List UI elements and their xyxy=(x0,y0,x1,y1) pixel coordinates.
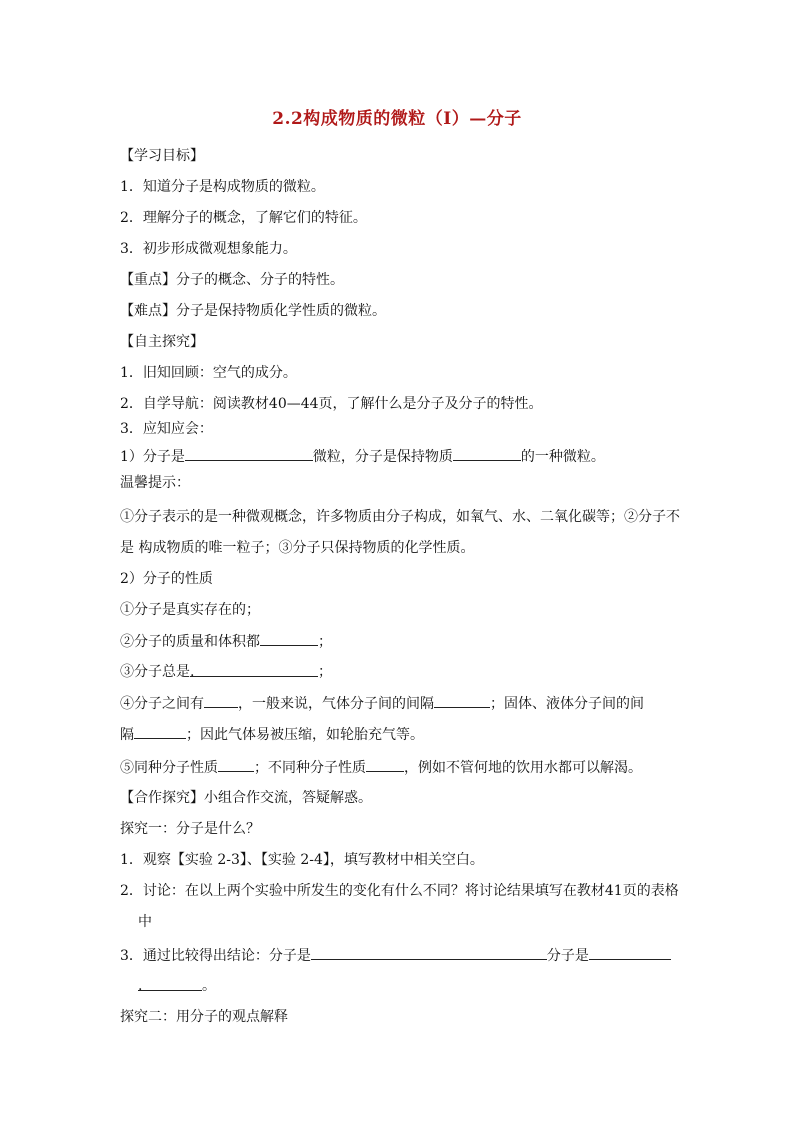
explore-1-item-3-text: 3．通过比较得出结论：分子是 xyxy=(120,948,311,964)
self-explore-2: 2．自学导航：阅读教材40—44页，了解什么是分子及分子的特性。 xyxy=(120,396,543,412)
property-5 xyxy=(120,757,642,778)
property-5-blank-1[interactable] xyxy=(218,757,254,772)
explore-1-item-3-cont xyxy=(138,976,216,996)
q1-text-b: 微粒，分子是保持物质 xyxy=(312,449,453,465)
tip-header: 温馨提示： xyxy=(120,475,190,491)
tip-line-1: ①分子表示的是一种微观概念，许多物质由分子构成，如氧气、水、二氧化碳等；②分子不 xyxy=(120,509,680,525)
property-4-text-e: ；因此气体易被压缩，如轮胎充气等。 xyxy=(186,727,424,743)
key-point: 【重点】分子的概念、分子的特性。 xyxy=(120,272,344,288)
self-explore-1: 1．旧知回顾：空气的成分。 xyxy=(120,365,297,381)
property-4-blank-2[interactable] xyxy=(434,693,490,708)
q1-blank-1[interactable] xyxy=(185,446,313,461)
self-explore-header: 【自主探究】 xyxy=(120,334,204,350)
property-3-blank[interactable] xyxy=(190,662,318,680)
property-3-text: ③分子总是 xyxy=(120,664,190,680)
explore-1-item-3-end: 。 xyxy=(202,978,216,994)
explore-1-item-2: 2．讨论：在以上两个实验中所发生的变化有什么不同？将讨论结果填写在教材41页的表格 xyxy=(120,883,679,899)
property-4-text-d: 隔 xyxy=(120,727,134,743)
objective-1: 1．知道分子是构成物质的微粒。 xyxy=(120,179,325,195)
property-5-text-b: ；不同种分子性质 xyxy=(254,760,366,776)
q1-blank-2[interactable] xyxy=(453,446,521,461)
explore-2-header: 探究二：用分子的观点解释 xyxy=(120,1009,288,1025)
coop-header: 【合作探究】小组合作交流，答疑解惑。 xyxy=(120,790,372,806)
q1-text-a: 1）分子是 xyxy=(120,449,185,465)
property-5-text-c: ，例如不管何地的饮用水都可以解渴。 xyxy=(404,760,642,776)
difficulty: 【难点】分子是保持物质化学性质的微粒。 xyxy=(120,303,386,319)
property-3 xyxy=(120,662,332,682)
explore-1-header: 探究一：分子是什么？ xyxy=(120,821,260,837)
explore-1-item-2-cont: 中 xyxy=(138,914,152,930)
property-4-text-a: ④分子之间有 xyxy=(120,696,204,712)
explore-1-blank-1[interactable] xyxy=(311,945,547,960)
property-4-blank-1[interactable] xyxy=(204,693,238,708)
explore-1-dot: . xyxy=(138,978,143,994)
property-5-text-a: ⑤同种分子性质 xyxy=(120,760,218,776)
objectives-header: 【学习目标】 xyxy=(120,148,204,164)
property-2-end: ； xyxy=(318,634,332,650)
question-1 xyxy=(120,446,605,467)
page-title: 2.2构成物质的微粒（Ⅰ）—分子 xyxy=(272,109,522,129)
q1-text-c: 的一种微粒。 xyxy=(520,449,605,465)
property-1: ①分子是真实存在的； xyxy=(120,602,260,618)
explore-1-blank-3[interactable] xyxy=(138,976,202,994)
self-explore-3: 3．应知应会： xyxy=(120,421,213,437)
property-4-text-c: ；固体、液体分子间的间 xyxy=(490,696,644,712)
objective-2: 2．理解分子的概念，了解它们的特征。 xyxy=(120,210,367,226)
property-4 xyxy=(120,693,644,714)
property-4-text-b: ，一般来说，气体分子间的间隔 xyxy=(238,696,434,712)
tip-line-2: 是 构成物质的唯一粒子；③分子只保持物质的化学性质。 xyxy=(120,540,475,556)
property-2 xyxy=(120,631,332,652)
property-4-cont xyxy=(120,724,424,745)
property-3-end: ； xyxy=(318,664,332,680)
properties-header: 2）分子的性质 xyxy=(120,571,213,587)
objective-3: 3．初步形成微观想象能力。 xyxy=(120,241,297,257)
explore-1-item-3 xyxy=(120,945,671,966)
property-3-dot: . xyxy=(190,664,195,680)
property-4-blank-3[interactable] xyxy=(134,724,186,739)
explore-1-item-3-text-b: 分子是 xyxy=(546,948,589,964)
property-2-blank[interactable] xyxy=(260,631,318,646)
property-5-blank-2[interactable] xyxy=(366,757,404,772)
property-2-text: ②分子的质量和体积都 xyxy=(120,634,260,650)
explore-1-blank-2[interactable] xyxy=(589,945,671,960)
explore-1-item-1: 1．观察【实验 2-3】、【实验 2-4】，填写教材中相关空白。 xyxy=(120,852,484,868)
